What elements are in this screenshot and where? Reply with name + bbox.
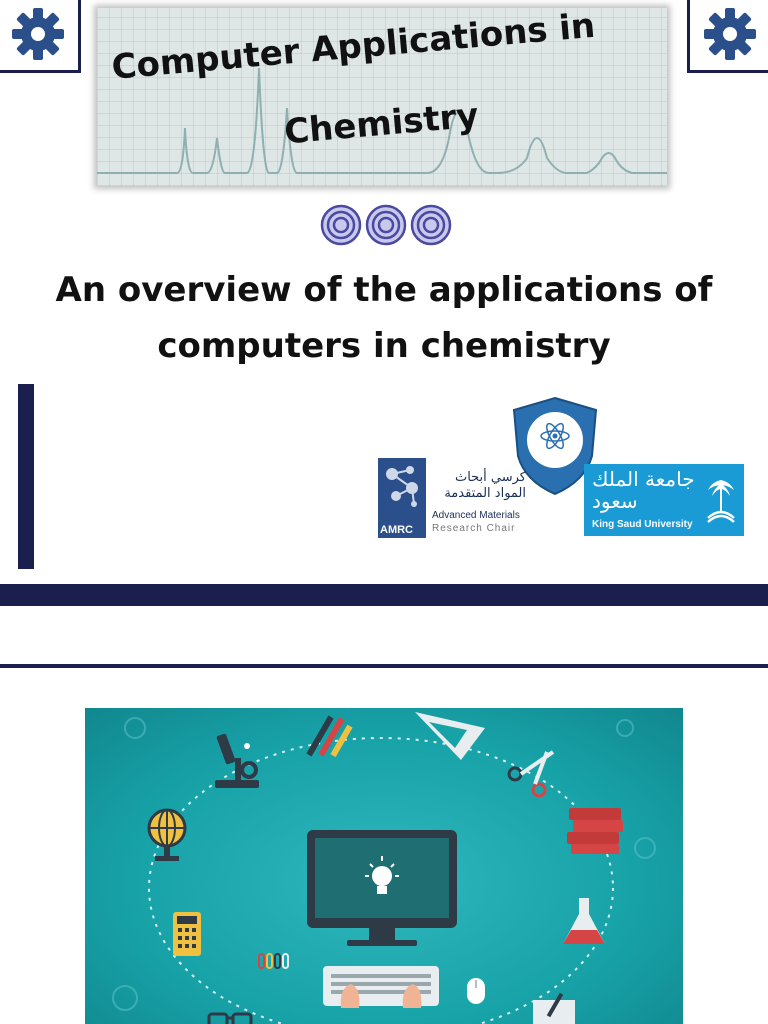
ksu-english: King Saud University — [592, 519, 693, 530]
subtitle-line1: An overview of the applications of — [55, 270, 713, 310]
amrc-arabic-line1: كرسي أبحاث — [454, 470, 526, 485]
ksu-logo — [584, 464, 744, 536]
glasses-icon — [209, 1014, 251, 1024]
amrc-emblem — [378, 458, 426, 538]
computer-illustration — [85, 708, 683, 1024]
books-icon — [567, 808, 623, 854]
horizontal-divider-thick — [0, 584, 768, 606]
gear-corner-right — [687, 0, 768, 73]
rings-ornament — [318, 204, 454, 246]
education-icons-graphic — [85, 708, 683, 1024]
molecule-icon — [378, 458, 426, 518]
amrc-arabic-line2: المواد المتقدمة — [444, 486, 526, 501]
vertical-accent-bar — [18, 384, 34, 569]
page-title-line1: Computer Applications in — [110, 5, 597, 88]
horizontal-divider-thin — [0, 664, 768, 668]
amrc-english-line1: Advanced Materials — [432, 510, 520, 521]
mouse-icon — [467, 978, 485, 1004]
microscope-icon — [215, 733, 259, 788]
scissors-icon — [509, 752, 553, 796]
gear-icon — [10, 6, 66, 62]
page-title-line2: Chemistry — [282, 95, 481, 153]
calculator-icon — [173, 912, 201, 956]
keyboard-icon — [323, 966, 439, 1008]
subtitle-line2: computers in chemistry — [157, 326, 611, 366]
gear-corner-left — [0, 0, 81, 73]
flask-icon — [563, 898, 605, 944]
pencils-icon — [306, 715, 352, 757]
notepad-icon — [533, 993, 575, 1024]
amrc-arabic — [432, 470, 526, 502]
amrc-logo — [378, 458, 528, 538]
amrc-english-line2: Research Chair — [432, 523, 516, 534]
ksu-arabic: جامعة الملك سعود — [592, 467, 695, 513]
monitor-icon — [307, 830, 457, 946]
subtitle — [0, 262, 768, 374]
paperclips-icon — [259, 954, 288, 968]
set-square-icon — [415, 712, 485, 760]
gear-icon — [702, 6, 758, 62]
palm-swords-icon — [704, 474, 738, 526]
amrc-label: AMRC — [380, 524, 413, 536]
